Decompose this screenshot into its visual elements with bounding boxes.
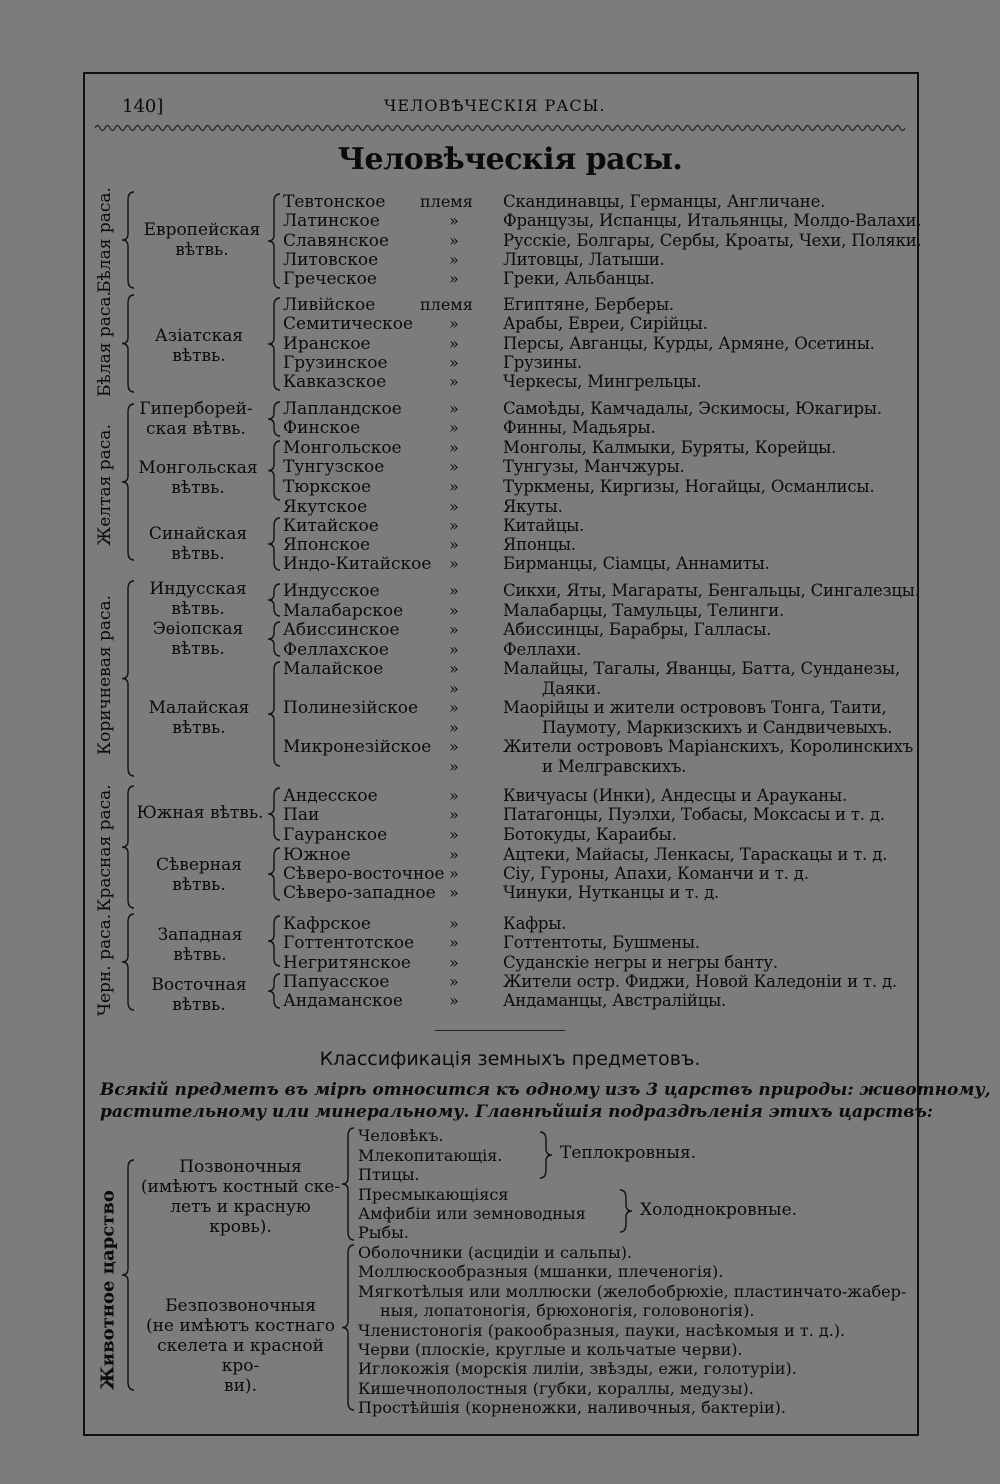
ditto-mark: » [449,698,459,717]
ditto-mark: » [449,757,459,776]
race-brace [122,581,134,776]
tribe-name: Папуасское [283,972,390,992]
tribe-name: Семитическое [283,314,414,334]
peoples-list: Самоѣды, Камчадалы, Эскимосы, Юкагиры. [503,399,882,418]
tribe-name: Абиссинское [283,620,400,640]
ditto-mark: » [449,353,459,372]
invertebrate-class: Кишечнополостныя (губки, кораллы, медузы). [358,1378,754,1398]
ditto-mark: » [449,314,459,333]
peoples-list: Французы, Испанцы, Итальянцы, Молдо-Валахи. [503,211,922,230]
race-label: Бѣлая раса. [95,291,115,397]
race-label: Красная раса. [95,784,115,912]
branch-label: Индусская вѣтвь. [149,579,247,619]
ditto-mark: » [449,991,459,1010]
peoples-list: Кафры. [503,914,567,933]
branch-label: Европейская вѣтвь. [143,220,261,260]
branch-brace [268,402,280,436]
branch-brace [268,298,280,390]
peoples-list: Сикхи, Яты, Магараты, Бенгальцы, Сингалезцы. [503,581,920,600]
race-brace [122,786,134,908]
invertebrates-label: Безпозвоночныя (не имѣютъ костнаго скелета и красной кро- ви). [145,1296,336,1396]
peoples-list: Монголы, Калмыки, Буряты, Корейцы. [503,438,837,457]
peoples-list: Литовцы, Латыши. [503,250,665,269]
peoples-list: Грузины. [503,353,582,372]
race-brace [122,192,134,288]
ditto-mark: » [449,933,459,952]
tribe-name: Якутское [283,497,368,517]
ditto-mark: » [449,953,459,972]
branch-label: Западная вѣтвь. [157,925,243,965]
ditto-mark: » [449,718,459,737]
ditto-mark: » [449,601,459,620]
tribe-name: Финское [283,418,361,438]
peoples-list: Андаманцы, Австралійцы. [503,991,727,1010]
peoples-list: Финны, Мадьяры. [503,418,656,437]
invertebrate-class: Членистоногія (ракообразныя, пауки, насѣкомыя и т. д.). [358,1320,846,1340]
warm-brace [540,1132,552,1178]
invertebrate-class: Оболочники (асцидіи и сальпы). [358,1243,633,1262]
branch-brace [268,622,280,656]
race-brace [122,914,134,1010]
tribe-name: Грузинское [283,353,388,373]
classification-title: Классификація земныхъ предметовъ. [319,1048,701,1070]
peoples-list: Чинуки, Нутканцы и т. д. [503,883,720,902]
tribe-name: Греческое [283,269,377,289]
vertebrates-label: Позвоночныя (имѣютъ костный ске- летъ и красную кровь). [140,1157,341,1237]
vertebrate-class: Птицы. [358,1165,420,1184]
peoples-list: и Мелгравскихъ. [542,757,687,776]
tribe-name: Китайское [283,516,379,536]
invertebrates-brace [342,1245,354,1410]
tribe-name: Негритянское [283,953,411,973]
ditto-mark: племя [420,192,473,211]
peoples-list: Даяки. [542,679,602,698]
ditto-mark: » [449,269,459,288]
peoples-list: Абиссинцы, Барабры, Галласы. [503,620,772,639]
race-label: Бѣлая раса. [95,187,115,293]
ditto-mark: » [449,372,459,391]
tribe-name: Андаманское [283,991,403,1011]
peoples-list: Греки, Альбанцы. [503,269,655,288]
tribe-name: Малабарское [283,601,404,621]
branch-label: Азіатская вѣтвь. [154,326,244,366]
tribe-name: Кафрское [283,914,371,934]
peoples-list: Японцы. [503,535,576,554]
tribe-name: Японское [283,535,371,555]
tribe-name: Малайское [283,659,384,679]
ditto-mark: » [449,516,459,535]
race-label: Черн. раса. [95,913,115,1017]
race-label: Желтая раса. [95,424,115,546]
ditto-mark: » [449,659,459,678]
intro-line-1: Всякій предметъ въ мірѣ относится къ одному изъ 3 царствъ природы: животному, [100,1080,991,1100]
race-brace [122,295,134,392]
peoples-list: Персы, Авганцы, Курды, Армяне, Осетины. [503,334,875,353]
ditto-mark: » [449,250,459,269]
tribe-name: Лапландское [283,399,402,419]
branch-label: Восточная вѣтвь. [151,975,247,1015]
tribe-name: Индусское [283,581,380,601]
ditto-mark: » [449,883,459,902]
tribe-name: Ливійское [283,295,376,315]
kingdom-brace [122,1160,134,1390]
tribe-name: Тюркское [283,477,372,497]
peoples-list: Жители остр. Фиджи, Новой Каледоніи и т. д. [503,972,897,991]
tribe-name: Андесское [283,786,378,806]
cold-brace [620,1190,632,1232]
peoples-list: Туркмены, Киргизы, Ногайцы, Османлисы. [503,477,875,496]
peoples-list: Готтентоты, Бушмены. [503,933,700,952]
tribe-name: Славянское [283,231,390,251]
race-label: Коричневая раса. [95,594,115,756]
branch-brace [268,974,280,1008]
invertebrate-class: Иглокожія (морскія лиліи, звѣзды, ежи, голотуріи). [358,1359,797,1379]
invertebrate-class: Черви (плоскіе, круглые и кольчатые черви). [358,1340,743,1359]
ditto-mark: » [449,497,459,516]
peoples-list: Маорійцы и жители острововъ Тонга, Таити, [503,698,887,717]
peoples-list: Паумоту, Маркизскихъ и Сандвичевыхъ. [542,718,893,737]
peoples-list: Черкесы, Мингрельцы. [503,372,702,391]
branch-label: Южная вѣтвь. [136,803,264,823]
tribe-name: Микронезійское [283,737,432,757]
tribe-name: Сѣверо-восточное [283,864,445,884]
peoples-list: Малайцы, Тагалы, Яванцы, Батта, Сунданезы, [503,659,901,678]
tribe-name: Тунгузское [283,457,385,477]
ditto-mark: » [449,679,459,698]
invertebrate-class: ныя, лопатоногія, брюхоногія, головоногія). [380,1301,755,1321]
branch-label: Сѣверная вѣтвь. [156,855,242,895]
tribe-name: Готтентотское [283,933,415,953]
invertebrate-class: Простѣйшія (корненожки, наливочныя, бактеріи). [358,1398,786,1418]
tribe-name: Литовское [283,250,379,270]
ditto-mark: » [449,805,459,824]
peoples-list: Малабарцы, Тамульцы, Телинги. [503,601,785,620]
invertebrate-class: Моллюскообразныя (мшанки, плеченогія). [358,1262,724,1282]
branch-label: Монгольская вѣтвь. [138,458,258,498]
peoples-list: Сіу, Гуроны, Апахи, Команчи и т. д. [503,864,809,883]
intro-line-2: растительному или минеральному. Главнѣйшія подраздѣленія этихъ царствъ: [100,1102,934,1122]
vertebrate-class: Рыбы. [358,1223,409,1242]
tribe-name: Кавказское [283,372,387,392]
peoples-list: Скандинавцы, Германцы, Англичане. [503,192,826,211]
ditto-mark: » [449,640,459,659]
branch-brace [268,194,280,288]
tribe-name: Сѣверо-западное [283,883,436,903]
tribe-name: Паи [283,805,320,825]
peoples-list: Тунгузы, Манчжуры. [503,457,685,476]
ditto-mark: » [449,211,459,230]
branch-label: Синайская вѣтвь. [148,524,248,564]
peoples-list: Китайцы. [503,516,585,535]
peoples-list: Арабы, Евреи, Сирійцы. [503,314,708,333]
ditto-mark: » [449,477,459,496]
peoples-list: Ацтеки, Майасы, Ленкасы, Тараскацы и т. д. [503,845,888,864]
vertebrate-class: Млекопитающія. [358,1146,503,1165]
ditto-mark: » [449,418,459,437]
vertebrates-brace [342,1128,354,1240]
ditto-mark: » [449,438,459,457]
branch-brace [268,584,280,616]
tribe-name: Южное [283,845,351,865]
tribe-name: Иранское [283,334,371,354]
section-divider [435,1030,565,1031]
ditto-mark: » [449,399,459,418]
ditto-mark: » [449,864,459,883]
page-number: 140] [122,96,164,117]
tribe-name: Гауранское [283,825,388,845]
ditto-mark: племя [420,295,473,314]
branch-label: Эѳіопская вѣтвь. [152,619,244,659]
peoples-list: Якуты. [503,497,563,516]
ditto-mark: » [449,554,459,573]
vertebrate-class: Человѣкъ. [358,1126,444,1145]
peoples-list: Квичуасы (Инки), Андесцы и Арауканы. [503,786,848,805]
vertebrate-class: Амфибіи или земноводныя [358,1204,586,1223]
vertebrate-class: Пресмыкающіяся [358,1185,509,1204]
ditto-mark: » [449,825,459,844]
tribe-name: Тевтонское [283,192,386,212]
branch-brace [268,662,280,766]
branch-brace [268,441,280,500]
ditto-mark: » [449,231,459,250]
race-brace [122,404,134,560]
peoples-list: Суданскіе негры и негры банту. [503,953,778,972]
tribe-name: Полинезійское [283,698,419,718]
branch-label: Гиперборей- ская вѣтвь. [139,399,253,439]
branch-brace [268,916,280,966]
branch-brace [268,788,280,840]
running-title: ЧЕЛОВѢЧЕСКІЯ РАСЫ. [384,96,606,115]
ditto-mark: » [449,845,459,864]
ditto-mark: » [449,581,459,600]
invertebrate-class: Мягкотѣлыя или моллюски (желобобрюхіе, пластинчато-жабер- [358,1281,907,1301]
ditto-mark: » [449,457,459,476]
ditto-mark: » [449,620,459,639]
tribe-name: Монгольское [283,438,402,458]
ditto-mark: » [449,914,459,933]
kingdom-label: Животное царство [97,1190,119,1390]
ditto-mark: » [449,334,459,353]
peoples-list: Жители острововъ Маріанскихъ, Королинскихъ [503,737,914,756]
branch-brace [268,518,280,570]
peoples-list: Бирманцы, Сіамцы, Аннамиты. [503,554,770,573]
peoples-list: Ботокуды, Караибы. [503,825,677,844]
ditto-mark: » [449,535,459,554]
tribe-name: Феллахское [283,640,389,660]
peoples-list: Феллахи. [503,640,582,659]
main-title: Человѣческія расы. [337,142,683,177]
peoples-list: Русскіе, Болгары, Сербы, Кроаты, Чехи, Поляки. [503,231,922,250]
warm-blooded-label: Теплокровныя. [560,1143,697,1163]
branch-label: Малайская вѣтвь. [148,698,250,738]
peoples-list: Египтяне, Берберы. [503,295,674,314]
tribe-name: Латинское [283,211,380,231]
ditto-mark: » [449,737,459,756]
ditto-mark: » [449,786,459,805]
tribe-name: Индо-Китайское [283,554,432,574]
branch-brace [268,848,280,900]
peoples-list: Патагонцы, Пуэлхи, Тобасы, Моксасы и т. д. [503,805,885,824]
ditto-mark: » [449,972,459,991]
cold-blooded-label: Холоднокровные. [640,1200,798,1220]
